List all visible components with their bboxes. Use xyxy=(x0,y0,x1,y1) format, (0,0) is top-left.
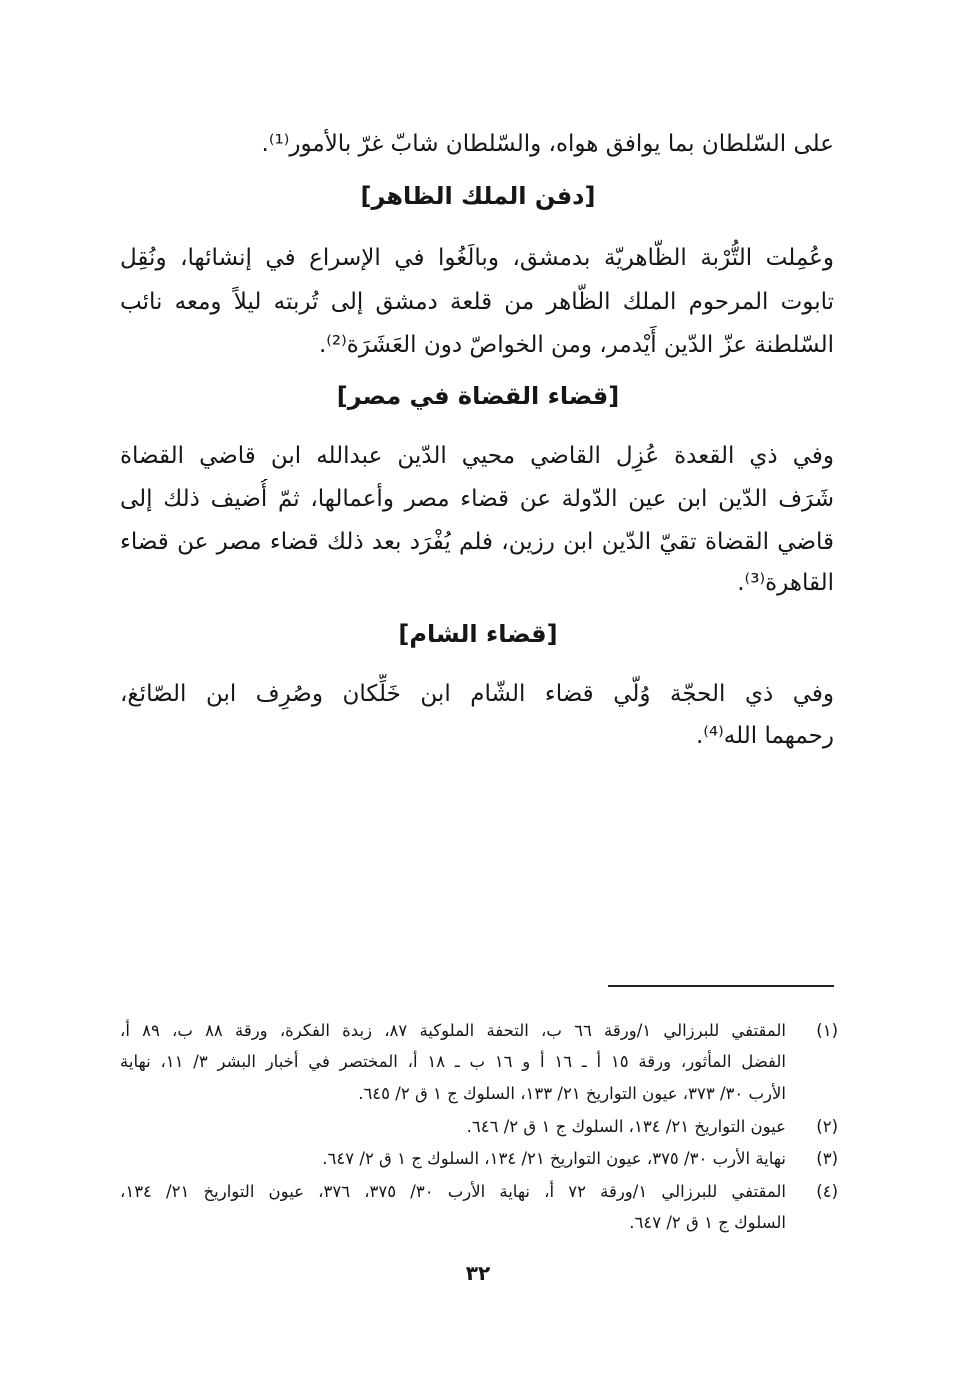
footnote-number: (٢) xyxy=(816,1117,838,1136)
footnote-text: السلوك ج ١ ق ٢/ ٦٤٧. xyxy=(629,1213,786,1232)
footnote-text: المقتفي للبرزالي ١/ورقة ٧٢ أ، نهاية الأرب ٣٠/ ٣٧٥، ٣٧٦، عيون التواريخ ٢١/ ١٣٤، xyxy=(120,1182,786,1201)
body-line: رحمهما الله⁽⁴⁾. xyxy=(695,723,834,749)
page-number: ٣٢ xyxy=(465,1261,491,1285)
footnote-text: نهاية الأرب ٣٠/ ٣٧٥، عيون التواريخ ٢١/ ١٣٤، السلوك ج ١ ق ٢/ ٦٤٧. xyxy=(322,1149,786,1168)
body-line: وفي ذي الحجّة وُلّي قضاء الشّام ابن خَلِّكان وصُرِف ابن الصّائغ، xyxy=(120,681,834,707)
body-line: تابوت المرحوم الملك الظّاهر من قلعة دمشق إلى تُربته ليلاً ومعه نائب xyxy=(120,289,834,315)
section-heading-burial: [دفن الملك الظاهر] xyxy=(360,182,596,210)
section-heading-egypt-judges: [قضاء القضاة في مصر] xyxy=(336,382,620,410)
body-line: السّلطنة عزّ الدّين أَيْدمر، ومن الخواصّ دون العَشَرَة⁽²⁾. xyxy=(318,332,834,358)
footnote-4-cont xyxy=(120,1208,838,1239)
footnote-2 xyxy=(120,1112,838,1143)
body-line: القاهرة⁽³⁾. xyxy=(737,570,834,596)
footnote-1-cont xyxy=(120,1079,838,1110)
footnote-number: (٣) xyxy=(816,1149,838,1168)
footnote-3 xyxy=(120,1144,838,1175)
body-line: قاضي القضاة تقيّ الدّين ابن رزين، فلم يُفْرَد بعد ذلك قضاء مصر عن قضاء xyxy=(120,529,834,555)
footnote-number: (٤) xyxy=(816,1182,838,1201)
body-line: شَرَف الدّين ابن عين الدّولة عن قضاء مصر وأعمالها، ثمّ أُضيف ذلك إلى xyxy=(120,486,834,512)
footnote-1 xyxy=(120,1016,838,1047)
body-line: وعُمِلت التُّرْبة الظّاهريّة بدمشق، وبالَغُوا في الإسراع في إنشائها، ونُقِل xyxy=(120,245,834,271)
footnote-4 xyxy=(120,1177,838,1208)
footnote-text: الأرب ٣٠/ ٣٧٣، عيون التواريخ ٢١/ ١٣٣، السلوك ج ١ ق ٢/ ٦٤٥. xyxy=(358,1084,786,1103)
section-heading-sham-judges: [قضاء الشام] xyxy=(398,620,558,648)
body-line: على السّلطان بما يوافق هواه، والسّلطان شابّ غرّ بالأمور⁽¹⁾. xyxy=(261,131,834,157)
footnote-divider xyxy=(608,985,834,987)
footnote-number: (١) xyxy=(816,1021,838,1040)
footnote-text: المقتفي للبرزالي ١/ورقة ٦٦ ب، التحفة الملوكية ٨٧، زبدة الفكرة، ورقة ٨٨ ب، ٨٩ أ، xyxy=(120,1021,786,1040)
footnote-1-cont xyxy=(120,1047,838,1078)
footnote-text: عيون التواريخ ٢١/ ١٣٤، السلوك ج ١ ق ٢/ ٦٤٦. xyxy=(466,1117,786,1136)
footnote-text: الفضل المأثور، ورقة ١٥ أ ـ ١٦ أ و ١٦ ب ـ ١٨ أ، المختصر في أخبار البشر ٣/ ١١، نهاية xyxy=(120,1052,786,1071)
body-line: وفي ذي القعدة عُزِل القاضي محيي الدّين عبدالله ابن قاضي القضاة xyxy=(120,443,834,469)
